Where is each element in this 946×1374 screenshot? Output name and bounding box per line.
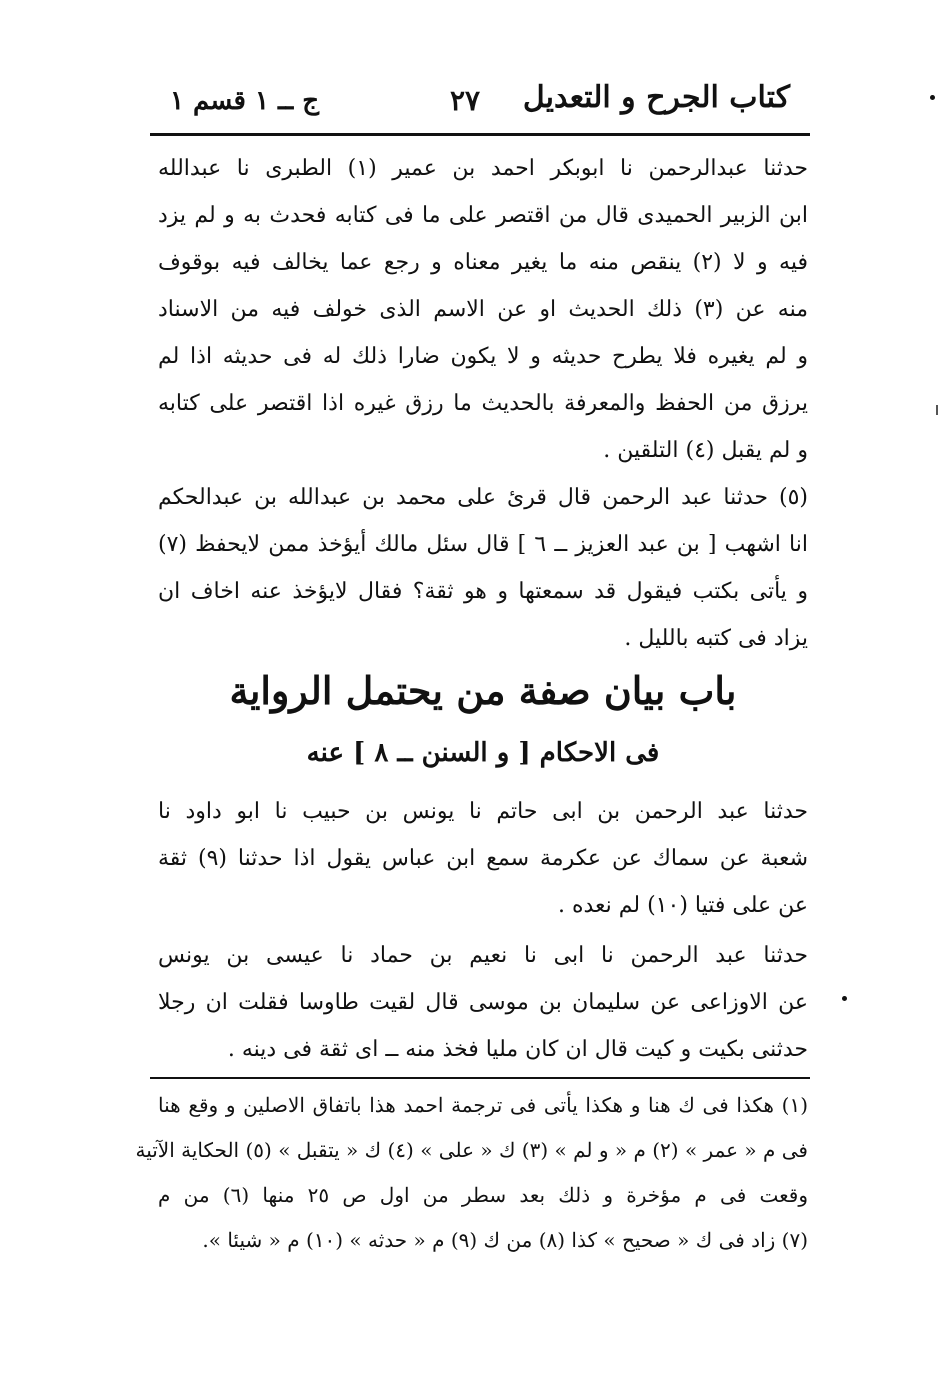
text-line: حدثنا عبدالرحمن نا ابوبكر احمد بن عمير (١) الطبرى نا عبدالله [158, 156, 808, 181]
margin-dot-mark [842, 996, 847, 1001]
margin-dot-mark [930, 95, 935, 100]
footnote-line: وقعت فى م مؤخرة و ذلك بعد سطر من اول ص ٢٥ منها (٦) من م [158, 1183, 809, 1207]
text-line: و لم يقبل (٤) التلقين . [603, 438, 808, 463]
header-rule [150, 133, 810, 136]
text-line: و يأتى بكتب فيقول قد سمعتها و هو ثقة؟ فقال لايؤخذ عنه اخاف ان [158, 579, 808, 604]
text-line: يزاد فى كتبه بالليل . [624, 626, 808, 651]
text-line: فيه و لا (٢) ينقص منه ما يغير معناه و رجع عما يخالف فيه بوقوف [158, 250, 808, 275]
text-line: حدثنا عبد الرحمن نا ابى نا نعيم بن حماد نا عيسى بن يونس [158, 943, 808, 968]
text-line: (٥) حدثنا عبد الرحمن قال قرئ على محمد بن عبدالله بن عبدالحكم [158, 485, 808, 510]
main-text-block [158, 145, 808, 662]
page-header [150, 70, 810, 130]
text-line: يرزق من الحفظ والمعرفة بالحديث ما رزق غيره اذا اقتصر على كتابه [158, 391, 808, 416]
footnote-line: فى م « عمر » (٢) م « و لم » (٣) ك « على » (٤) ك « يتقبل » (٥) الحكاية الآتية [135, 1138, 808, 1162]
text-line: عن على فتيا (١٠) لم نعده . [557, 893, 808, 918]
footnote-rule [150, 1077, 810, 1079]
footnote-line: (١) هكذا فى ك هنا و هكذا يأتى فى ترجمة احمد هذا باتفاق الاصلين و وقع هنا [158, 1093, 808, 1117]
text-line: انا اشهب [ بن عبد العزيز ــ ٦ ] قال سئل مالك أيؤخذ ممن لايحفظ (٧) [158, 532, 808, 557]
text-line: عن الاوزاعى عن سليمان بن موسى قال لقيت طاوسا فقلت ان رجلا [158, 990, 808, 1015]
text-line: ابن الزبير الحميدى قال من اقتصر على ما فى كتابه فحدث به و لم يزد [158, 203, 808, 228]
footnotes [135, 1083, 809, 1263]
text-line: شعبة عن سماك عن عكرمة سمع ابن عباس يقول اذا حدثنا (٩) ثقة [158, 846, 808, 871]
text-line: منه عن (٣) ذلك الحديث او عن الاسم الذى خولف فيه من الاسناد [158, 297, 808, 322]
volume-part: ج ــ ١ قسم ١ [170, 86, 320, 116]
page-number: ٢٧ [450, 84, 481, 117]
margin-tick-mark [936, 405, 938, 415]
paragraph-3 [158, 788, 808, 929]
paragraph-4 [158, 932, 808, 1073]
footnote-line: (٧) زاد فى ك « صحيح » كذا (٨) من ك (٩) م « حدثه » (١٠) م « شيئا ». [202, 1228, 808, 1252]
section-heading: باب بيان صفة من يحتمل الرواية [229, 668, 737, 713]
text-line: حدثنى بكيت و كيت قال ان كان مليا فخذ منه ــ اى ثقة فى دينه . [227, 1037, 808, 1062]
paragraph-1 [158, 145, 808, 474]
section-subheading: فى الاحكام [ و السنن ــ ٨ ] عنه [306, 738, 660, 768]
text-line: حدثنا عبد الرحمن بن ابى حاتم نا يونس بن حبيب نا ابو داود نا [158, 799, 808, 824]
book-title: كتاب الجرح و التعديل [522, 80, 790, 115]
text-line: و لم يغيره فلا يطرح حديثه و لا يكون ضارا ذلك له فى حديثه اذا لم [158, 344, 808, 369]
paragraph-2 [158, 474, 808, 662]
